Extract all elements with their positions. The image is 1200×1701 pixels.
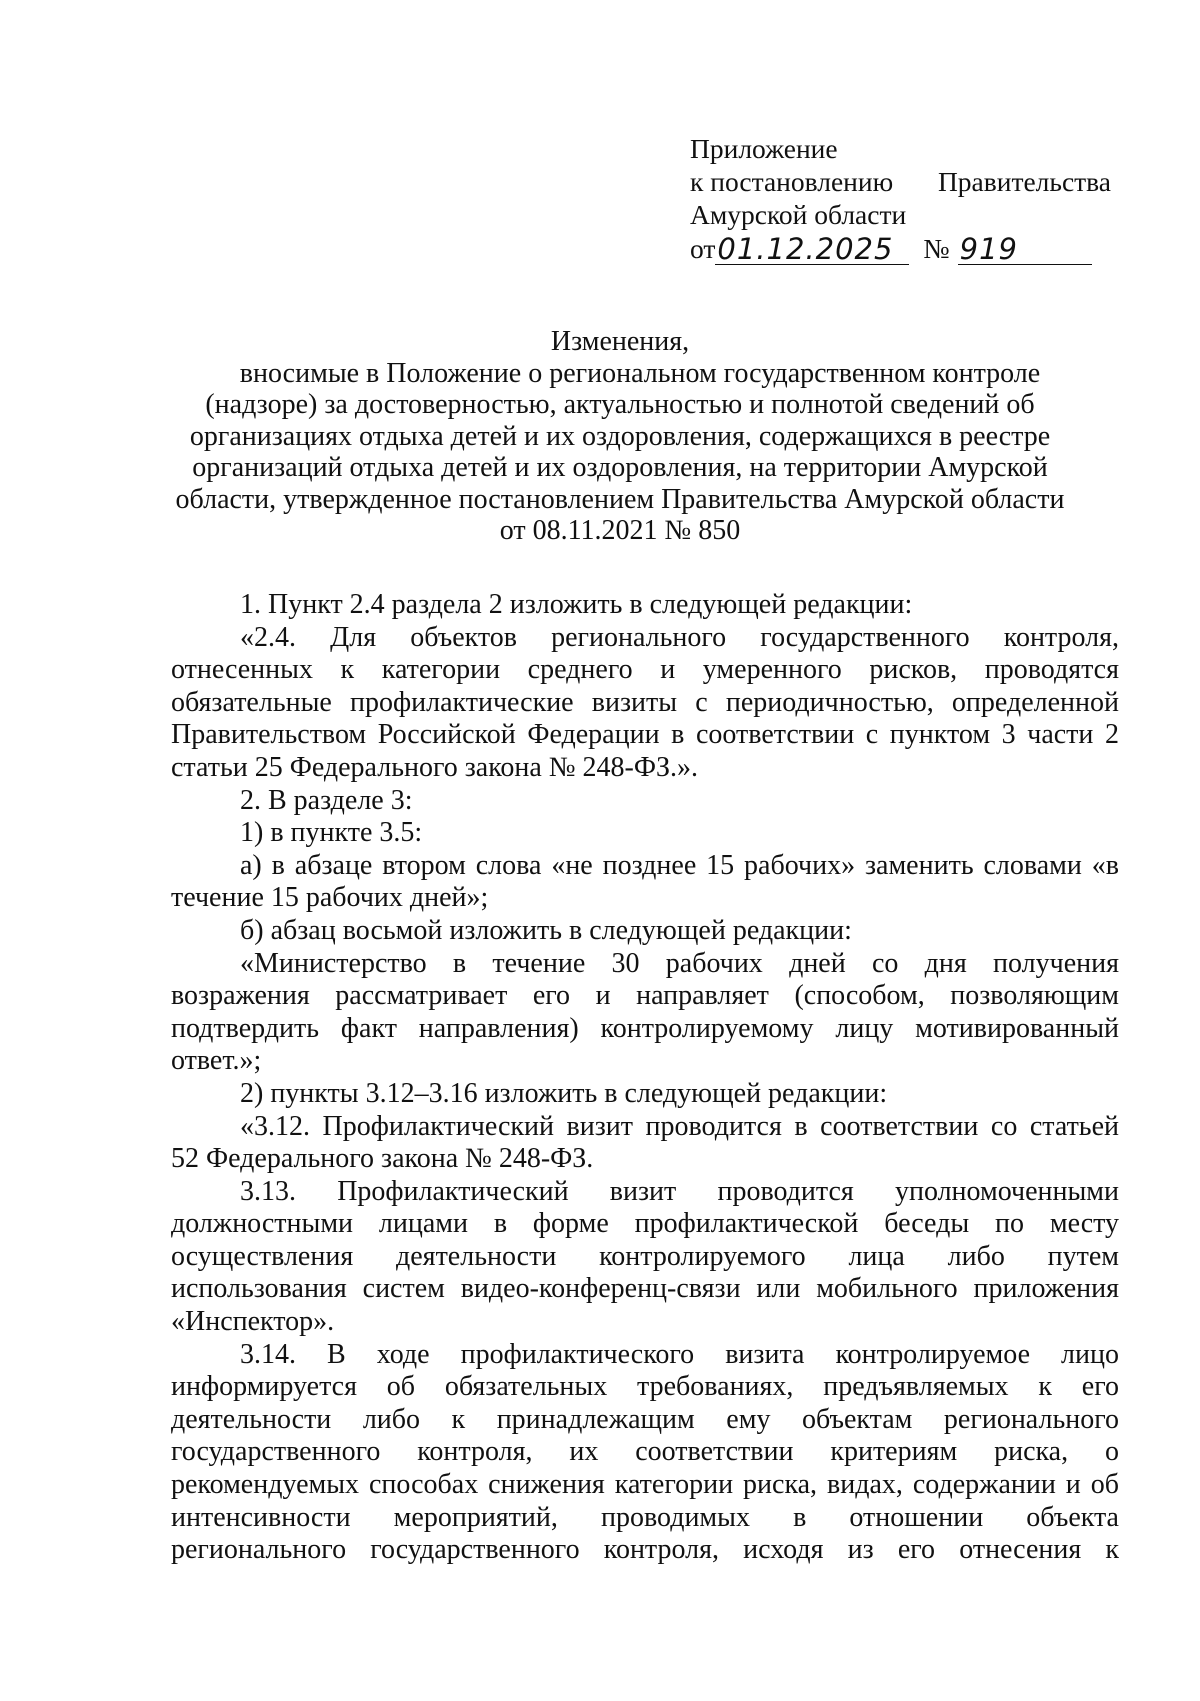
body-line: статьи 25 Федерального закона № 248-ФЗ.». bbox=[171, 751, 699, 783]
body-line: обязательные профилактические визиты с периодичностью, определенной bbox=[171, 686, 1119, 718]
date-prefix: от bbox=[690, 233, 716, 264]
body-line: возражения рассматривает его и направляет (способом, позволяющим bbox=[171, 980, 1119, 1012]
body-line: «Министерство в течение 30 рабочих дней со дня получения bbox=[240, 947, 1119, 979]
body-line: 2. В разделе 3: bbox=[240, 784, 413, 816]
body-line: Правительством Российской Федерации в соответствии с пунктом 3 части 2 bbox=[171, 719, 1119, 751]
body-line: 3.14. В ходе профилактического визита контролируемое лицо bbox=[240, 1338, 1119, 1370]
body-line: 1. Пункт 2.4 раздела 2 изложить в следующей редакции: bbox=[240, 589, 913, 620]
number-prefix: № bbox=[923, 233, 950, 264]
body-line: ответ.»; bbox=[171, 1045, 262, 1077]
appendix-title: Приложение bbox=[690, 133, 838, 164]
title-line: организаций отдыха детей и их оздоровления, на территории Амурской bbox=[192, 452, 1048, 483]
title-heading: Изменения, bbox=[550, 326, 690, 357]
body-line: 1) в пункте 3.5: bbox=[240, 817, 423, 849]
body-line: подтвердить факт направления) контролируемому лицу мотивированный bbox=[171, 1012, 1119, 1044]
document-title bbox=[150, 326, 1090, 547]
body-line: 52 Федерального закона № 248-ФЗ. bbox=[171, 1143, 594, 1175]
appendix-government-label: Правительства bbox=[937, 166, 1111, 197]
body-line: «2.4. Для объектов регионального государственного контроля, bbox=[240, 621, 1119, 653]
body-line: регионального государственного контроля, исходя из его отнесения к bbox=[171, 1534, 1119, 1566]
title-line: области, утвержденное постановлением Правительства Амурской области bbox=[175, 483, 1065, 515]
body-line: деятельности либо к принадлежащим ему объектам регионального bbox=[171, 1403, 1119, 1435]
title-line: (надзоре) за достоверностью, актуальностью и полнотой сведений об bbox=[205, 389, 1035, 420]
appendix-date-number-row bbox=[690, 232, 1120, 265]
body-line: «Инспектор». bbox=[171, 1306, 335, 1338]
handwritten-number: 919 bbox=[958, 234, 1092, 265]
handwritten-date: 01.12.2025 bbox=[715, 234, 909, 265]
body-line: отнесенных к категории среднего и умеренного рисков, проводятся bbox=[171, 654, 1119, 686]
body-line: осуществления деятельности контролируемого лица либо путем bbox=[171, 1240, 1119, 1272]
appendix-region: Амурской области bbox=[690, 199, 907, 230]
body-line: б) абзац восьмой изложить в следующей редакции: bbox=[240, 914, 852, 946]
body-line: должностными лицами в форме профилактической беседы по месту bbox=[171, 1208, 1119, 1240]
body-line: 3.13. Профилактический визит проводится уполномоченными bbox=[240, 1175, 1119, 1207]
title-line: вносимые в Положение о региональном государственном контроле bbox=[239, 357, 1041, 389]
body-line: использования систем видео-конференц-связи или мобильного приложения bbox=[171, 1273, 1119, 1305]
body-line: «3.12. Профилактический визит проводится в соответствии со статьей bbox=[240, 1110, 1119, 1142]
body-line: 2) пункты 3.12–3.16 изложить в следующей редакции: bbox=[240, 1077, 888, 1109]
body-line: течение 15 рабочих дней»; bbox=[171, 882, 489, 914]
body-line: информируется об обязательных требованиях, предъявляемых к его bbox=[171, 1371, 1119, 1403]
title-line: организациях отдыха детей и их оздоровления, содержащихся в реестре bbox=[189, 420, 1051, 452]
document-body bbox=[171, 589, 1119, 1567]
appendix-block bbox=[690, 132, 1120, 265]
body-line: рекомендуемых способах снижения категории риска, видах, содержании и об bbox=[171, 1469, 1119, 1501]
body-line: интенсивности мероприятий, проводимых в отношении объекта bbox=[171, 1501, 1119, 1533]
appendix-resolution-line bbox=[690, 165, 1111, 198]
body-line: государственного контроля, их соответствии критериям риска, о bbox=[171, 1436, 1119, 1468]
title-line: от 08.11.2021 № 850 bbox=[499, 515, 741, 546]
body-line: а) в абзаце втором слова «не позднее 15 рабочих» заменить словами «в bbox=[240, 849, 1119, 881]
appendix-resolution-label: к постановлению bbox=[690, 166, 894, 197]
